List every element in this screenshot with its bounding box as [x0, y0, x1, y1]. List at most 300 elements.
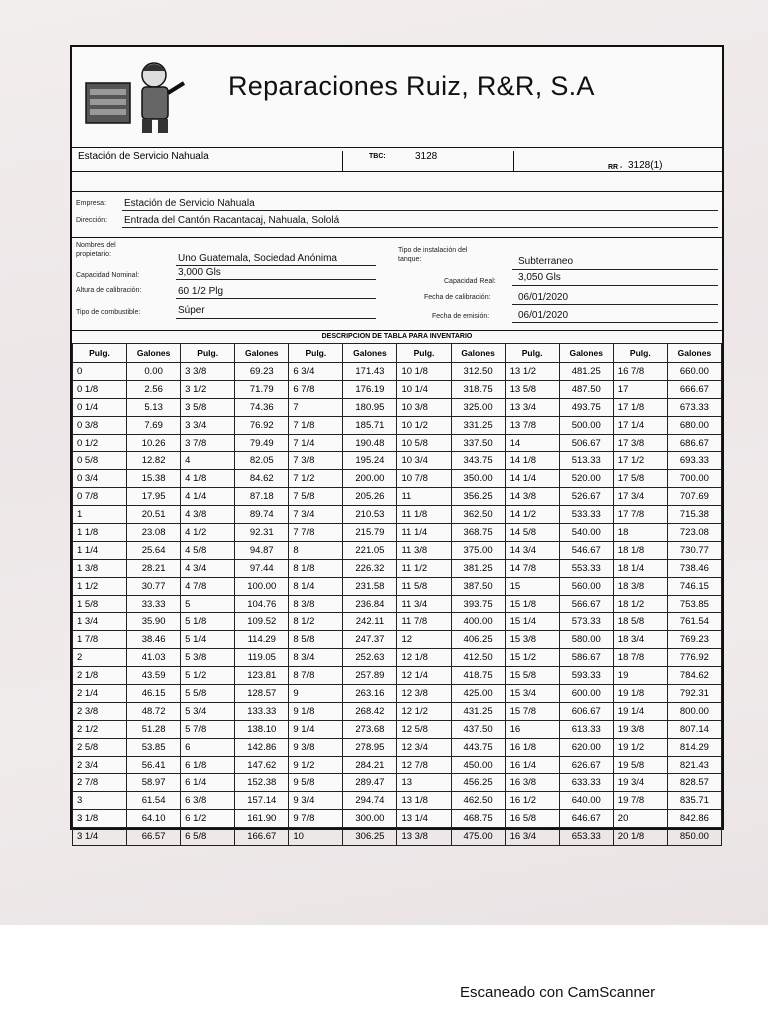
galones-cell: 28.21	[127, 559, 181, 577]
galones-cell: 828.57	[667, 774, 721, 792]
divider	[72, 237, 722, 238]
table-row	[73, 541, 722, 559]
galones-cell: 368.75	[451, 524, 505, 542]
galones-cell: 94.87	[235, 541, 289, 559]
calibration-sheet	[70, 45, 724, 843]
galones-cell: 236.84	[343, 595, 397, 613]
pulg-cell: 19 1/2	[613, 738, 667, 756]
galones-cell: 337.50	[451, 434, 505, 452]
galones-cell: 69.23	[235, 363, 289, 381]
empresa-label: Empresa:	[76, 200, 106, 207]
galones-cell: 500.00	[559, 416, 613, 434]
galones-cell: 381.25	[451, 559, 505, 577]
pulg-cell: 13 7/8	[505, 416, 559, 434]
galones-cell: 284.21	[343, 756, 397, 774]
column-header: Galones	[667, 344, 721, 363]
galones-cell: 580.00	[559, 631, 613, 649]
pulg-cell: 6 7/8	[289, 380, 343, 398]
pulg-cell: 19 5/8	[613, 756, 667, 774]
galones-cell: 278.95	[343, 738, 397, 756]
pulg-cell: 16	[505, 720, 559, 738]
galones-cell: 100.00	[235, 577, 289, 595]
galones-cell: 87.18	[235, 488, 289, 506]
galones-cell: 294.74	[343, 792, 397, 810]
pulg-cell: 0 1/4	[73, 398, 127, 416]
galones-cell: 12.82	[127, 452, 181, 470]
pulg-cell: 13 1/4	[397, 810, 451, 828]
galones-cell: 700.00	[667, 470, 721, 488]
galones-cell: 666.67	[667, 380, 721, 398]
pulg-cell: 5 3/4	[181, 702, 235, 720]
pulg-cell: 15 1/2	[505, 649, 559, 667]
pulg-cell: 16 1/8	[505, 738, 559, 756]
galones-cell: 104.76	[235, 595, 289, 613]
galones-cell: 161.90	[235, 810, 289, 828]
galones-cell: 800.00	[667, 702, 721, 720]
galones-cell: 350.00	[451, 470, 505, 488]
galones-cell: 10.26	[127, 434, 181, 452]
capacidad-nominal-value: 3,000 Gls	[178, 267, 221, 278]
galones-cell: 2.56	[127, 380, 181, 398]
galones-cell: 481.25	[559, 363, 613, 381]
galones-cell: 71.79	[235, 380, 289, 398]
pulg-cell: 14 3/8	[505, 488, 559, 506]
pulg-cell: 1 7/8	[73, 631, 127, 649]
pulg-cell: 2 7/8	[73, 774, 127, 792]
divider	[72, 330, 722, 331]
galones-cell: 738.46	[667, 559, 721, 577]
altura-value: 60 1/2 Plg	[178, 286, 224, 297]
galones-cell: 133.33	[235, 702, 289, 720]
pulg-cell: 12 1/8	[397, 649, 451, 667]
galones-cell: 573.33	[559, 613, 613, 631]
column-header: Galones	[235, 344, 289, 363]
altura-label: Altura de calibración:	[76, 287, 142, 294]
pulg-cell: 11 3/8	[397, 541, 451, 559]
table-row	[73, 470, 722, 488]
pulg-cell: 6 5/8	[181, 828, 235, 846]
galones-cell: 171.43	[343, 363, 397, 381]
pulg-cell: 2 1/4	[73, 685, 127, 703]
direccion-label: Dirección:	[76, 217, 108, 224]
pulg-cell: 18 3/4	[613, 631, 667, 649]
galones-cell: 792.31	[667, 685, 721, 703]
pulg-cell: 8	[289, 541, 343, 559]
pulg-cell: 3 5/8	[181, 398, 235, 416]
pulg-cell: 14 1/8	[505, 452, 559, 470]
pulg-cell: 17 1/8	[613, 398, 667, 416]
galones-cell: 533.33	[559, 506, 613, 524]
galones-cell: 375.00	[451, 541, 505, 559]
pulg-cell: 0 3/4	[73, 470, 127, 488]
capacidad-real-value: 3,050 Gls	[518, 272, 561, 283]
pulg-cell: 12 3/4	[397, 738, 451, 756]
pulg-cell: 9 7/8	[289, 810, 343, 828]
galones-cell: 493.75	[559, 398, 613, 416]
instalacion-label-1: Tipo de instalación del	[398, 247, 468, 254]
pulg-cell: 1 5/8	[73, 595, 127, 613]
pulg-cell: 8 7/8	[289, 667, 343, 685]
pulg-cell: 3 3/4	[181, 416, 235, 434]
fecha-calibracion-underline	[512, 304, 718, 305]
galones-cell: 200.00	[343, 470, 397, 488]
table-row	[73, 524, 722, 542]
pulg-cell: 14 3/4	[505, 541, 559, 559]
galones-cell: 263.16	[343, 685, 397, 703]
pulg-cell: 7 1/2	[289, 470, 343, 488]
galones-cell: 64.10	[127, 810, 181, 828]
galones-cell: 633.33	[559, 774, 613, 792]
combustible-value: Súper	[178, 305, 205, 316]
galones-cell: 520.00	[559, 470, 613, 488]
pulg-cell: 18 1/8	[613, 541, 667, 559]
pulg-cell: 3 1/2	[181, 380, 235, 398]
galones-cell: 456.25	[451, 774, 505, 792]
table-row	[73, 774, 722, 792]
pulg-cell: 5 1/4	[181, 631, 235, 649]
column-header: Pulg.	[397, 344, 451, 363]
table-header-row	[73, 344, 722, 363]
pulg-cell: 20	[613, 810, 667, 828]
galones-cell: 468.75	[451, 810, 505, 828]
pulg-cell: 6 1/4	[181, 774, 235, 792]
galones-cell: 25.64	[127, 541, 181, 559]
galones-cell: 0.00	[127, 363, 181, 381]
pulg-cell: 12 1/2	[397, 702, 451, 720]
pulg-cell: 3 1/8	[73, 810, 127, 828]
galones-cell: 56.41	[127, 756, 181, 774]
galones-cell: 35.90	[127, 613, 181, 631]
pulg-cell: 11 3/4	[397, 595, 451, 613]
pulg-cell: 7	[289, 398, 343, 416]
pulg-cell: 0 7/8	[73, 488, 127, 506]
galones-cell: 387.50	[451, 577, 505, 595]
pulg-cell: 15 5/8	[505, 667, 559, 685]
tbc-box	[342, 151, 514, 171]
table-row	[73, 577, 722, 595]
pulg-cell: 13 3/8	[397, 828, 451, 846]
direccion-value: Entrada del Cantón Racantacaj, Nahuala, Sololá	[124, 215, 340, 226]
table-row	[73, 792, 722, 810]
column-header: Pulg.	[181, 344, 235, 363]
tbc-label: TBC:	[369, 153, 386, 160]
pulg-cell: 2 1/8	[73, 667, 127, 685]
galones-cell: 431.25	[451, 702, 505, 720]
table-row	[73, 416, 722, 434]
galones-cell: 226.32	[343, 559, 397, 577]
table-row	[73, 452, 722, 470]
pulg-cell: 7 3/8	[289, 452, 343, 470]
pulg-cell: 19	[613, 667, 667, 685]
galones-cell: 221.05	[343, 541, 397, 559]
galones-cell: 15.38	[127, 470, 181, 488]
galones-cell: 53.85	[127, 738, 181, 756]
galones-cell: 412.50	[451, 649, 505, 667]
table-row	[73, 488, 722, 506]
pulg-cell: 15 7/8	[505, 702, 559, 720]
pulg-cell: 14 5/8	[505, 524, 559, 542]
galones-cell: 20.51	[127, 506, 181, 524]
propietario-label-2: propietario:	[76, 251, 112, 258]
pulg-cell: 0 5/8	[73, 452, 127, 470]
galones-cell: 730.77	[667, 541, 721, 559]
pulg-cell: 17 1/4	[613, 416, 667, 434]
galones-cell: 30.77	[127, 577, 181, 595]
combustible-underline	[176, 318, 376, 319]
galones-cell: 506.67	[559, 434, 613, 452]
galones-cell: 257.89	[343, 667, 397, 685]
galones-cell: 613.33	[559, 720, 613, 738]
pulg-cell: 3 7/8	[181, 434, 235, 452]
galones-cell: 242.11	[343, 613, 397, 631]
galones-cell: 746.15	[667, 577, 721, 595]
table-row	[73, 756, 722, 774]
pulg-cell: 17 1/2	[613, 452, 667, 470]
pulg-cell: 16 7/8	[613, 363, 667, 381]
galones-cell: 190.48	[343, 434, 397, 452]
galones-cell: 761.54	[667, 613, 721, 631]
pulg-cell: 11	[397, 488, 451, 506]
galones-cell: 180.95	[343, 398, 397, 416]
galones-cell: 157.14	[235, 792, 289, 810]
galones-cell: 526.67	[559, 488, 613, 506]
galones-cell: 566.67	[559, 595, 613, 613]
galones-cell: 5.13	[127, 398, 181, 416]
pulg-cell: 19 1/8	[613, 685, 667, 703]
galones-cell: 306.25	[343, 828, 397, 846]
galones-cell: 653.33	[559, 828, 613, 846]
pulg-cell: 13 5/8	[505, 380, 559, 398]
galones-cell: 660.00	[667, 363, 721, 381]
galones-cell: 128.57	[235, 685, 289, 703]
galones-cell: 693.33	[667, 452, 721, 470]
pulg-cell: 15 3/4	[505, 685, 559, 703]
galones-cell: 166.67	[235, 828, 289, 846]
galones-cell: 66.57	[127, 828, 181, 846]
combustible-label: Tipo de combustible:	[76, 309, 141, 316]
pulg-cell: 12 3/8	[397, 685, 451, 703]
pulg-cell: 15 1/8	[505, 595, 559, 613]
pulg-cell: 18 7/8	[613, 649, 667, 667]
table-row	[73, 434, 722, 452]
pulg-cell: 6 1/8	[181, 756, 235, 774]
galones-cell: 673.33	[667, 398, 721, 416]
galones-cell: 215.79	[343, 524, 397, 542]
pulg-cell: 2	[73, 649, 127, 667]
divider	[72, 147, 722, 148]
pulg-cell: 14 1/2	[505, 506, 559, 524]
galones-cell: 46.15	[127, 685, 181, 703]
table-row	[73, 613, 722, 631]
pulg-cell: 8 3/8	[289, 595, 343, 613]
pulg-cell: 12 5/8	[397, 720, 451, 738]
rr-label: RR -	[608, 164, 623, 171]
column-header: Pulg.	[73, 344, 127, 363]
pulg-cell: 11 5/8	[397, 577, 451, 595]
galones-cell: 231.58	[343, 577, 397, 595]
pulg-cell: 6 3/4	[289, 363, 343, 381]
pulg-cell: 9 5/8	[289, 774, 343, 792]
galones-cell: 17.95	[127, 488, 181, 506]
pulg-cell: 5 1/2	[181, 667, 235, 685]
pulg-cell: 16 5/8	[505, 810, 559, 828]
pulg-cell: 6	[181, 738, 235, 756]
pulg-cell: 2 3/8	[73, 702, 127, 720]
pulg-cell: 3 1/4	[73, 828, 127, 846]
table-row	[73, 738, 722, 756]
galones-cell: 437.50	[451, 720, 505, 738]
pulg-cell: 3 3/8	[181, 363, 235, 381]
galones-cell: 593.33	[559, 667, 613, 685]
pulg-cell: 17 7/8	[613, 506, 667, 524]
pulg-cell: 15 3/8	[505, 631, 559, 649]
galones-cell: 48.72	[127, 702, 181, 720]
pulg-cell: 6 3/8	[181, 792, 235, 810]
galones-cell: 185.71	[343, 416, 397, 434]
capacidad-real-label: Capacidad Real:	[444, 278, 496, 285]
instalacion-label-2: tanque:	[398, 256, 422, 263]
galones-cell: 325.00	[451, 398, 505, 416]
propietario-underline	[176, 265, 376, 266]
galones-cell: 540.00	[559, 524, 613, 542]
galones-cell: 109.52	[235, 613, 289, 631]
galones-cell: 252.63	[343, 649, 397, 667]
galones-cell: 850.00	[667, 828, 721, 846]
pulg-cell: 10 5/8	[397, 434, 451, 452]
table-title: DESCRIPCION DE TABLA PARA INVENTARIO	[321, 333, 473, 340]
galones-cell: 560.00	[559, 577, 613, 595]
galones-cell: 152.38	[235, 774, 289, 792]
galones-cell: 707.69	[667, 488, 721, 506]
pulg-cell: 15	[505, 577, 559, 595]
galones-cell: 400.00	[451, 613, 505, 631]
table-row	[73, 380, 722, 398]
pulg-cell: 12	[397, 631, 451, 649]
galones-cell: 362.50	[451, 506, 505, 524]
pulg-cell: 1 1/4	[73, 541, 127, 559]
galones-cell: 38.46	[127, 631, 181, 649]
galones-cell: 553.33	[559, 559, 613, 577]
column-header: Galones	[559, 344, 613, 363]
galones-cell: 393.75	[451, 595, 505, 613]
table-row	[73, 720, 722, 738]
pulg-cell: 20 1/8	[613, 828, 667, 846]
pulg-cell: 9 1/2	[289, 756, 343, 774]
galones-cell: 842.86	[667, 810, 721, 828]
pulg-cell: 7 7/8	[289, 524, 343, 542]
pulg-cell: 14 7/8	[505, 559, 559, 577]
pulg-cell: 3	[73, 792, 127, 810]
pulg-cell: 11 1/2	[397, 559, 451, 577]
propietario-label-1: Nombres del	[76, 242, 116, 249]
galones-cell: 769.23	[667, 631, 721, 649]
pulg-cell: 8 5/8	[289, 631, 343, 649]
galones-cell: 620.00	[559, 738, 613, 756]
column-header: Pulg.	[613, 344, 667, 363]
pulg-cell: 17 3/4	[613, 488, 667, 506]
galones-cell: 356.25	[451, 488, 505, 506]
rr-value: 3128(1)	[628, 160, 663, 171]
galones-cell: 723.08	[667, 524, 721, 542]
pulg-cell: 13	[397, 774, 451, 792]
table-row	[73, 631, 722, 649]
pulg-cell: 13 1/2	[505, 363, 559, 381]
table-row	[73, 667, 722, 685]
capacidad-nominal-label: Capacidad Nominal:	[76, 272, 140, 279]
pulg-cell: 10 3/4	[397, 452, 451, 470]
pulg-cell: 19 1/4	[613, 702, 667, 720]
galones-cell: 33.33	[127, 595, 181, 613]
galones-cell: 425.00	[451, 685, 505, 703]
galones-cell: 680.00	[667, 416, 721, 434]
table-row	[73, 702, 722, 720]
galones-cell: 343.75	[451, 452, 505, 470]
galones-cell: 138.10	[235, 720, 289, 738]
empresa-value: Estación de Servicio Nahuala	[124, 198, 255, 209]
propietario-value: Uno Guatemala, Sociedad Anónima	[178, 253, 337, 264]
pulg-cell: 4 1/4	[181, 488, 235, 506]
galones-cell: 331.25	[451, 416, 505, 434]
galones-cell: 753.85	[667, 595, 721, 613]
altura-underline	[176, 298, 376, 299]
pulg-cell: 19 3/4	[613, 774, 667, 792]
galones-cell: 586.67	[559, 649, 613, 667]
table-row	[73, 685, 722, 703]
galones-cell: 195.24	[343, 452, 397, 470]
column-header: Galones	[451, 344, 505, 363]
galones-cell: 646.67	[559, 810, 613, 828]
galones-cell: 640.00	[559, 792, 613, 810]
pulg-cell: 10 1/8	[397, 363, 451, 381]
pulg-cell: 4 5/8	[181, 541, 235, 559]
pulg-cell: 1	[73, 506, 127, 524]
pulg-cell: 4 1/8	[181, 470, 235, 488]
galones-cell: 268.42	[343, 702, 397, 720]
pulg-cell: 12 1/4	[397, 667, 451, 685]
galones-cell: 247.37	[343, 631, 397, 649]
table-row	[73, 506, 722, 524]
galones-cell: 41.03	[127, 649, 181, 667]
pulg-cell: 4 3/8	[181, 506, 235, 524]
galones-cell: 123.81	[235, 667, 289, 685]
pulg-cell: 9 3/8	[289, 738, 343, 756]
pulg-cell: 15 1/4	[505, 613, 559, 631]
galones-cell: 92.31	[235, 524, 289, 542]
galones-cell: 814.29	[667, 738, 721, 756]
galones-cell: 74.36	[235, 398, 289, 416]
pulg-cell: 5 5/8	[181, 685, 235, 703]
pulg-cell: 14	[505, 434, 559, 452]
pulg-cell: 19 3/8	[613, 720, 667, 738]
pulg-cell: 8 1/8	[289, 559, 343, 577]
divider	[72, 191, 722, 192]
fecha-emision-underline	[512, 322, 718, 323]
fecha-emision-label: Fecha de emisión:	[432, 313, 490, 320]
galones-cell: 715.38	[667, 506, 721, 524]
galones-cell: 7.69	[127, 416, 181, 434]
pulg-cell: 10	[289, 828, 343, 846]
galones-cell: 51.28	[127, 720, 181, 738]
table-row	[73, 398, 722, 416]
capacidad-nominal-underline	[176, 279, 376, 280]
galones-cell: 487.50	[559, 380, 613, 398]
galones-cell: 300.00	[343, 810, 397, 828]
pulg-cell: 5 1/8	[181, 613, 235, 631]
pulg-cell: 8 1/4	[289, 577, 343, 595]
direccion-underline	[122, 227, 718, 228]
pulg-cell: 16 3/8	[505, 774, 559, 792]
galones-cell: 84.62	[235, 470, 289, 488]
